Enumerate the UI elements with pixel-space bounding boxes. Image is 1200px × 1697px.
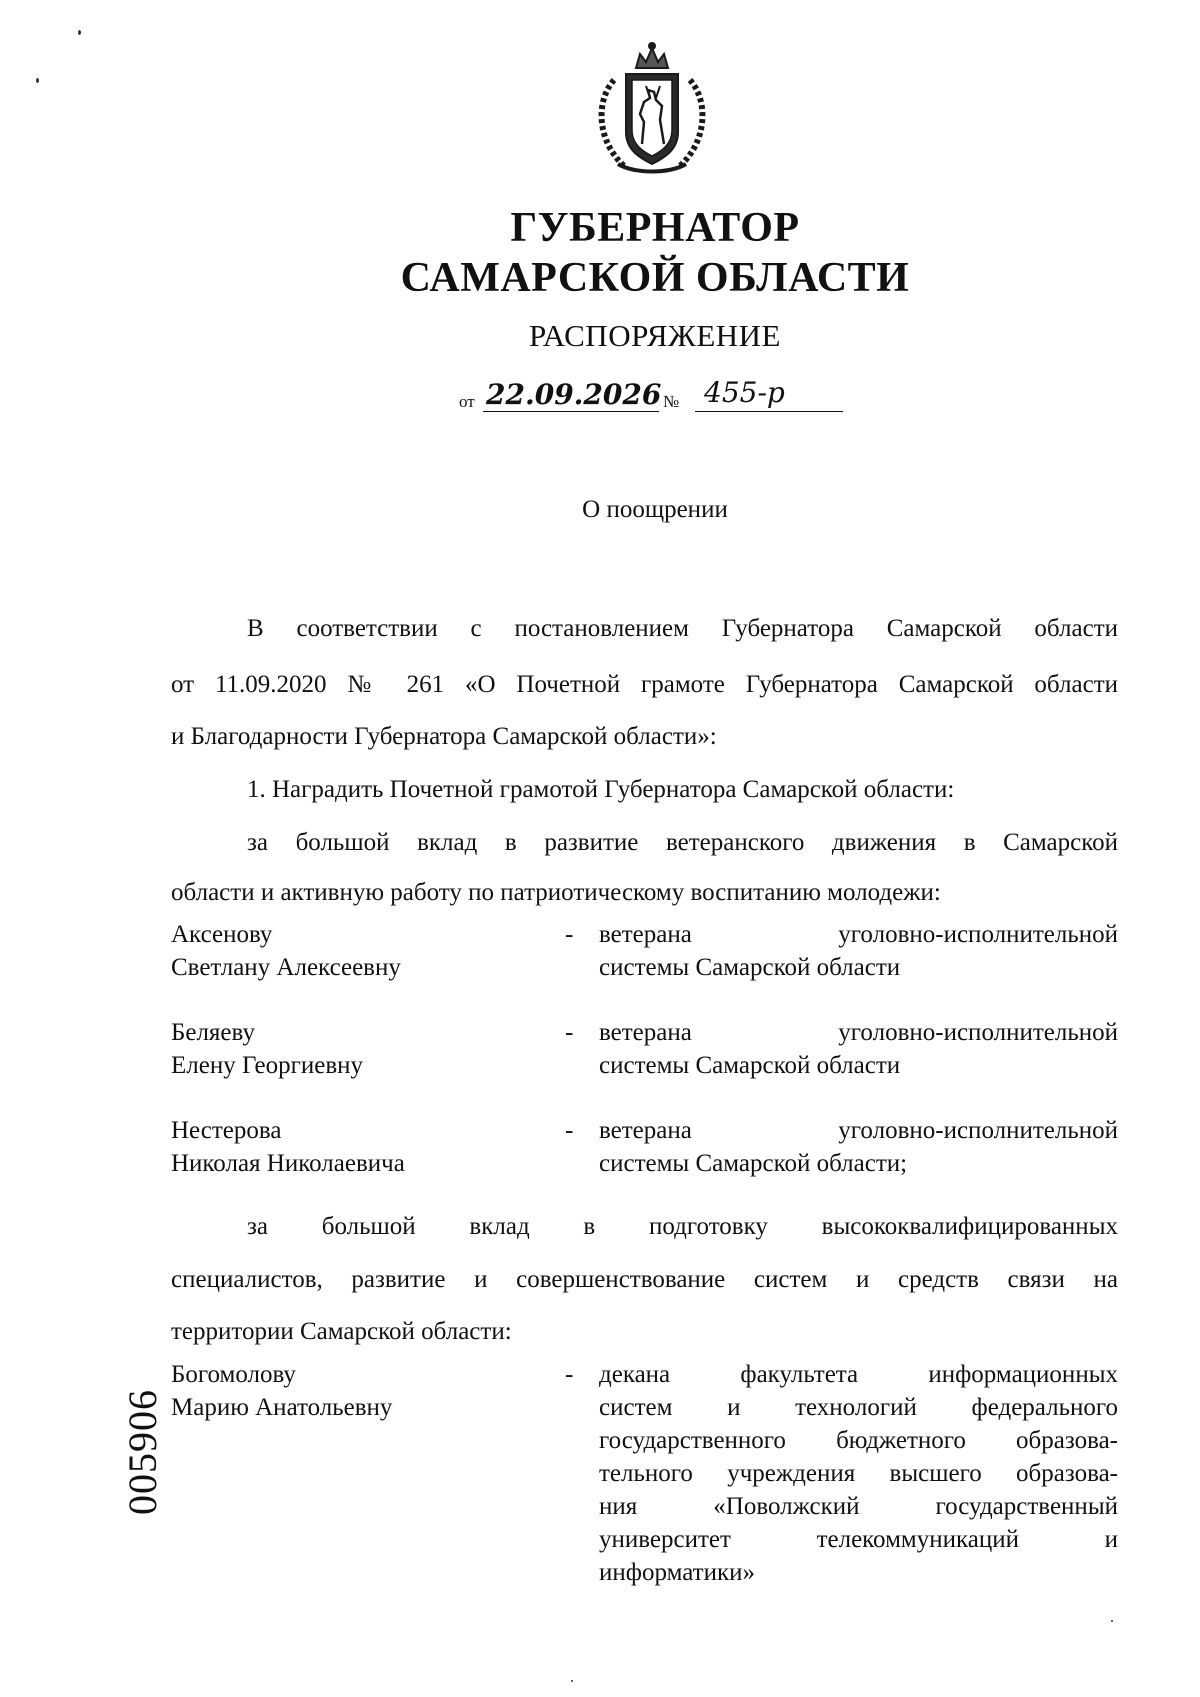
document-date: 22.09.2026 bbox=[486, 378, 662, 411]
scan-speck bbox=[1111, 1620, 1113, 1622]
preamble-line: и Благодарности Губернатора Самарской области»: bbox=[171, 723, 717, 750]
coat-of-arms-emblem bbox=[584, 40, 720, 178]
date-underline bbox=[483, 411, 659, 412]
awardee-name bbox=[171, 1114, 551, 1180]
serial-number-stamp: 005906 bbox=[120, 1389, 165, 1515]
preamble-line: от 11.09.2020 № 261 «О Почетной грамоте Губернатора Самарской области bbox=[171, 671, 1118, 698]
position-line: тельного учреждения высшего образова- bbox=[599, 1460, 1118, 1487]
dash: - bbox=[565, 1117, 574, 1144]
issuer-title-line2: САМАРСКОЙ ОБЛАСТИ bbox=[400, 255, 910, 301]
awardee-surname: Аксенову bbox=[171, 921, 273, 948]
awardee-position bbox=[599, 1016, 1118, 1082]
position-line: ветерана уголовно-исполнительной bbox=[599, 1019, 1118, 1046]
preamble-line: В соответствии с постановлением Губернатора Самарской области bbox=[247, 615, 1118, 642]
position-line: системы Самарской области bbox=[599, 1052, 901, 1079]
number-underline bbox=[695, 411, 843, 412]
position-line: системы Самарской области; bbox=[599, 1150, 908, 1177]
awardee-surname: Богомолову bbox=[171, 1361, 296, 1388]
position-line: ветерана уголовно-исполнительной bbox=[599, 921, 1118, 948]
item-1-heading: 1. Наградить Почетной грамотой Губернатора Самарской области: bbox=[247, 776, 955, 803]
position-line: системы Самарской области bbox=[599, 954, 901, 981]
document-number: 455-р bbox=[704, 376, 785, 409]
registration-line bbox=[459, 376, 859, 420]
scan-speck bbox=[571, 1680, 573, 1682]
document-type: РАСПОРЯЖЕНИЕ bbox=[529, 318, 781, 353]
reason-line: территории Самарской области: bbox=[171, 1318, 512, 1345]
dash: - bbox=[565, 1019, 574, 1046]
date-label: от bbox=[459, 392, 475, 411]
scan-speck bbox=[36, 78, 39, 83]
awardee-position bbox=[599, 918, 1118, 984]
awardee-position bbox=[599, 1358, 1118, 1589]
position-line: ветерана уголовно-исполнительной bbox=[599, 1117, 1118, 1144]
reason-line: области и активную работу по патриотическому воспитанию молодежи: bbox=[171, 879, 941, 906]
awardee-surname: Нестерова bbox=[171, 1117, 282, 1144]
dash: - bbox=[565, 1361, 574, 1388]
awardee-name bbox=[171, 1358, 551, 1424]
reason-line: за большой вклад в развитие ветеранского движения в Самарской bbox=[247, 829, 1118, 856]
position-line: информатики» bbox=[599, 1559, 756, 1586]
awardee-name bbox=[171, 1016, 551, 1082]
awardee-given-name: Марию Анатольевну bbox=[171, 1394, 393, 1421]
position-line: систем и технологий федерального bbox=[599, 1394, 1118, 1421]
position-line: государственного бюджетного образова- bbox=[599, 1427, 1118, 1454]
position-line: университет телекоммуникаций и bbox=[599, 1526, 1118, 1553]
number-label: № bbox=[663, 392, 680, 411]
awardee-given-name: Светлану Алексеевну bbox=[171, 954, 401, 981]
reason-line: за большой вклад в подготовку высококвалифицированных bbox=[247, 1213, 1118, 1240]
position-line: декана факультета информационных bbox=[599, 1361, 1118, 1388]
awardee-given-name: Елену Георгиевну bbox=[171, 1052, 364, 1079]
issuer-title-line1: ГУБЕРНАТОР bbox=[510, 205, 800, 251]
document-subject: О поощрении bbox=[582, 496, 728, 523]
scan-speck bbox=[78, 30, 81, 35]
awardee-given-name: Николая Николаевича bbox=[171, 1150, 405, 1177]
awardee-name bbox=[171, 918, 551, 984]
reason-line: специалистов, развитие и совершенствование систем и средств связи на bbox=[171, 1266, 1118, 1293]
dash: - bbox=[565, 921, 574, 948]
position-line: ния «Поволжский государственный bbox=[599, 1493, 1118, 1520]
awardee-position bbox=[599, 1114, 1118, 1180]
awardee-surname: Беляеву bbox=[171, 1019, 255, 1046]
